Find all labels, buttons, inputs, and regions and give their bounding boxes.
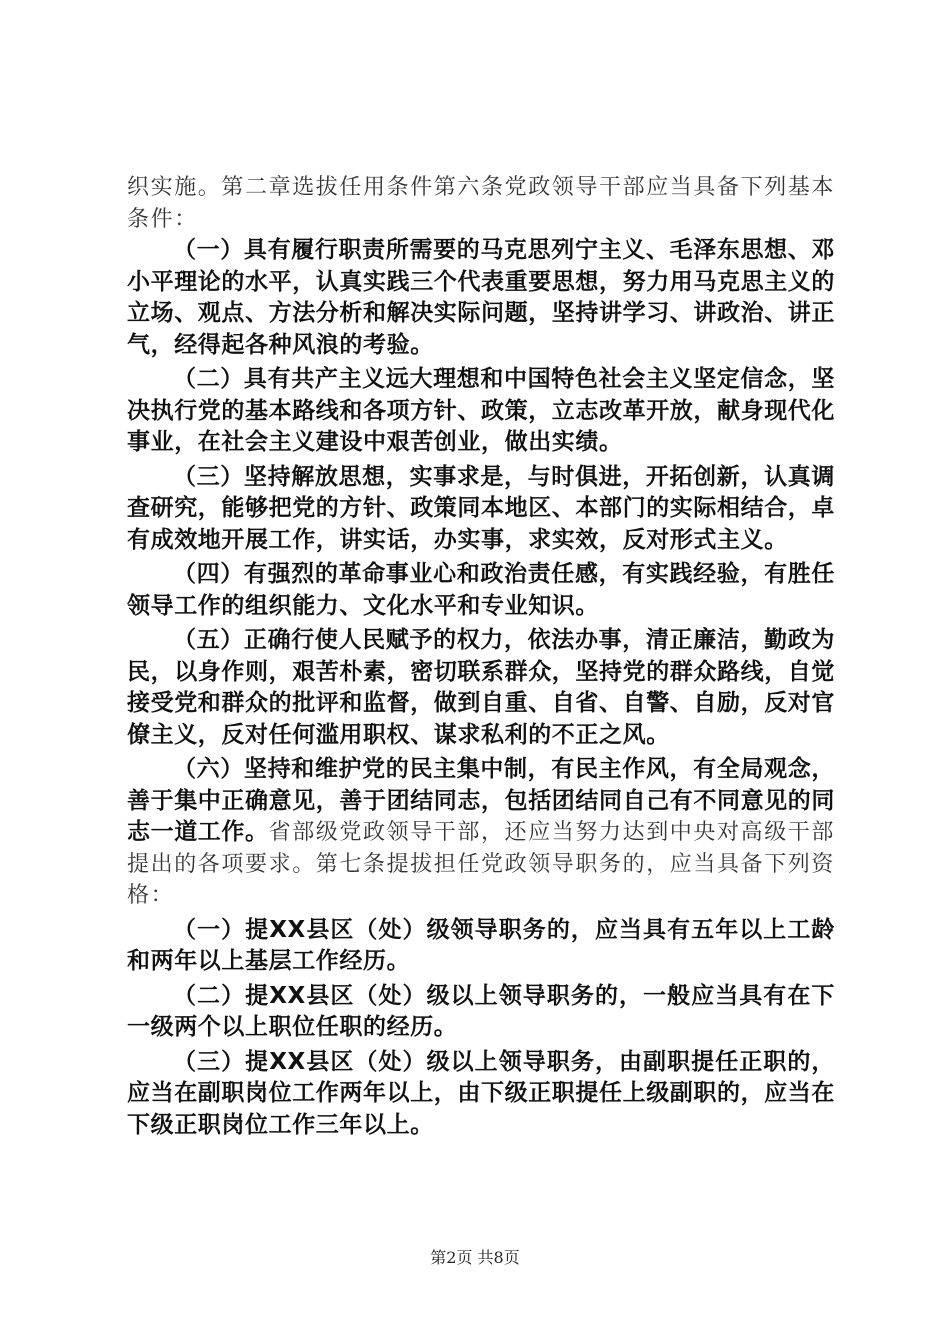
article-7-text: 省部级党政领导干部，还应当努力达到中央对高级干部提出的各项要求。第七条提拔担任党政领导职务的，应当具备下列资格：: [127, 820, 836, 908]
paragraph-qualification-3: （三）提XX县区（处）级以上领导职务，由副职提任正职的，应当在副职岗位工作两年以上，由下级正职提任上级副职的，应当在下级正职岗位工作三年以上。: [127, 1048, 835, 1138]
page-footer: [0, 1245, 950, 1268]
paragraph-qualification-2: （二）提XX县区（处）级以上领导职务的，一般应当具有在下一级两个以上职位任职的经历。: [127, 982, 835, 1040]
page-number-label: 第2页 共8页: [430, 1248, 520, 1267]
paragraph-continuation: 织实施。第二章选拔任用条件第六条党政领导干部应当具备下列基本条件：: [127, 175, 836, 232]
paragraph-condition-5: （五）正确行使人民赋予的权力，依法办事，清正廉洁，勤政为民，以身作则，艰苦朴素，密切联系群众，坚持党的群众路线，自觉接受党和群众的批评和监督，做到自重、自省、自警、自励，反对官僚主义，反对任何滥用职权、谋求私利的不正之风。: [127, 627, 835, 748]
paragraph-condition-1: （一）具有履行职责所需要的马克思列宁主义、毛泽东思想、邓小平理论的水平，认真实践三个代表重要思想，努力用马克思主义的立场、观点、方法分析和解决实际问题，坚持讲学习、讲政治、讲正气，经得起各种风浪的考验。: [127, 237, 835, 358]
paragraph-condition-2: （二）具有共产主义远大理想和中国特色社会主义坚定信念，坚决执行党的基本路线和各项方针、政策，立志改革开放，献身现代化事业，在社会主义建设中艰苦创业，做出实绩。: [127, 366, 835, 455]
paragraph-condition-3: （三）坚持解放思想，实事求是，与时俱进，开拓创新，认真调查研究，能够把党的方针、政策同本地区、本部门的实际相结合，卓有成效地开展工作，讲实话，办实事，求实效，反对形式主义。: [127, 463, 835, 553]
paragraph-qualification-1: （一）提XX县区（处）级领导职务的，应当具有五年以上工龄和两年以上基层工作经历。: [127, 916, 835, 974]
paragraph-condition-4: （四）有强烈的革命事业心和政治责任感，有实践经验，有胜任领导工作的组织能力、文化水平和专业知识。: [127, 561, 835, 619]
condition-6-text: （六）坚持和维护党的民主集中制，有民主作风，有全局观念，善于集中正确意见，善于团结同志，包括团结同自己有不同意见的同志一道工作。: [127, 756, 835, 845]
paragraph-condition-6: [127, 754, 835, 912]
document-body: [127, 172, 835, 1141]
